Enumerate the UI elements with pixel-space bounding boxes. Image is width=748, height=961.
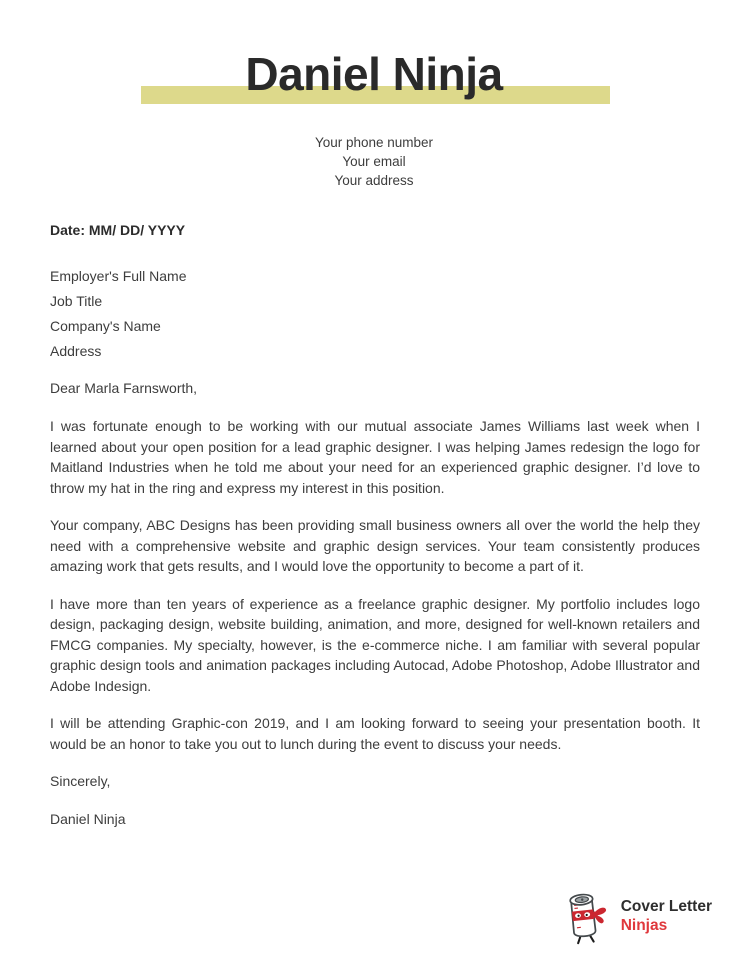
greeting: Dear Marla Farnsworth,: [50, 380, 198, 396]
body-paragraph-1: I was fortunate enough to be working with our mutual associate James Williams last week when I learned about your open position for a lead graphic designer. I was helping James redesign the logo for Maitland Industries when he told me about your need for an experienced graphic designer. I’d love to throw my hat in the ring and express my interest in this position.: [50, 418, 700, 496]
title-section: [0, 0, 748, 106]
valediction: Sincerely,: [50, 773, 111, 789]
date-line: Date: MM/ DD/ YYYY: [50, 222, 186, 238]
signature-name: Daniel Ninja: [50, 811, 126, 827]
cover-letter-ninjas-logo: [558, 887, 712, 945]
logo-text-cover-letter: Cover Letter: [620, 898, 712, 915]
contact-email: Your email: [342, 154, 406, 169]
body-paragraph-4: I will be attending Graphic-con 2019, and I am looking forward to seeing your presentation booth. It would be an honor to take you out to lunch during the event to discuss your needs.: [50, 715, 700, 752]
logo-wordmark: [621, 897, 712, 935]
recipient-address: Address: [50, 343, 102, 359]
body-paragraph-3: I have more than ten years of experience as a freelance graphic designer. My portfolio includes logo design, packaging design, website building, animation, and more, designed for well-known retailers and FMCG companies. My specialty, however, is the e-commerce niche. I am familiar with several popular graphic design tools and animation packages including Autocad, Adobe Photoshop, Adobe Illustrator and Adobe Indesign.: [50, 595, 700, 694]
recipient-block: [50, 264, 700, 364]
logo-text-ninjas: Ninjas: [620, 917, 668, 934]
contact-phone: Your phone number: [314, 135, 434, 150]
recipient-company-name: Company's Name: [50, 318, 161, 334]
letter-body: [0, 220, 748, 830]
body-paragraph-2: Your company, ABC Designs has been providing small business owners all over the world the help they need with a comprehensive website and graphic design services. Your team consistently produces amazing work that gets results, and I would love the opportunity to become a part of it.: [50, 517, 700, 574]
recipient-employer-name: Employer's Full Name: [50, 268, 187, 284]
recipient-job-title: Job Title: [50, 293, 103, 309]
ninja-scroll-icon: [558, 887, 610, 945]
contact-address: Your address: [334, 173, 414, 188]
applicant-name-title: Daniel Ninja: [245, 48, 503, 100]
contact-block: [0, 133, 748, 190]
